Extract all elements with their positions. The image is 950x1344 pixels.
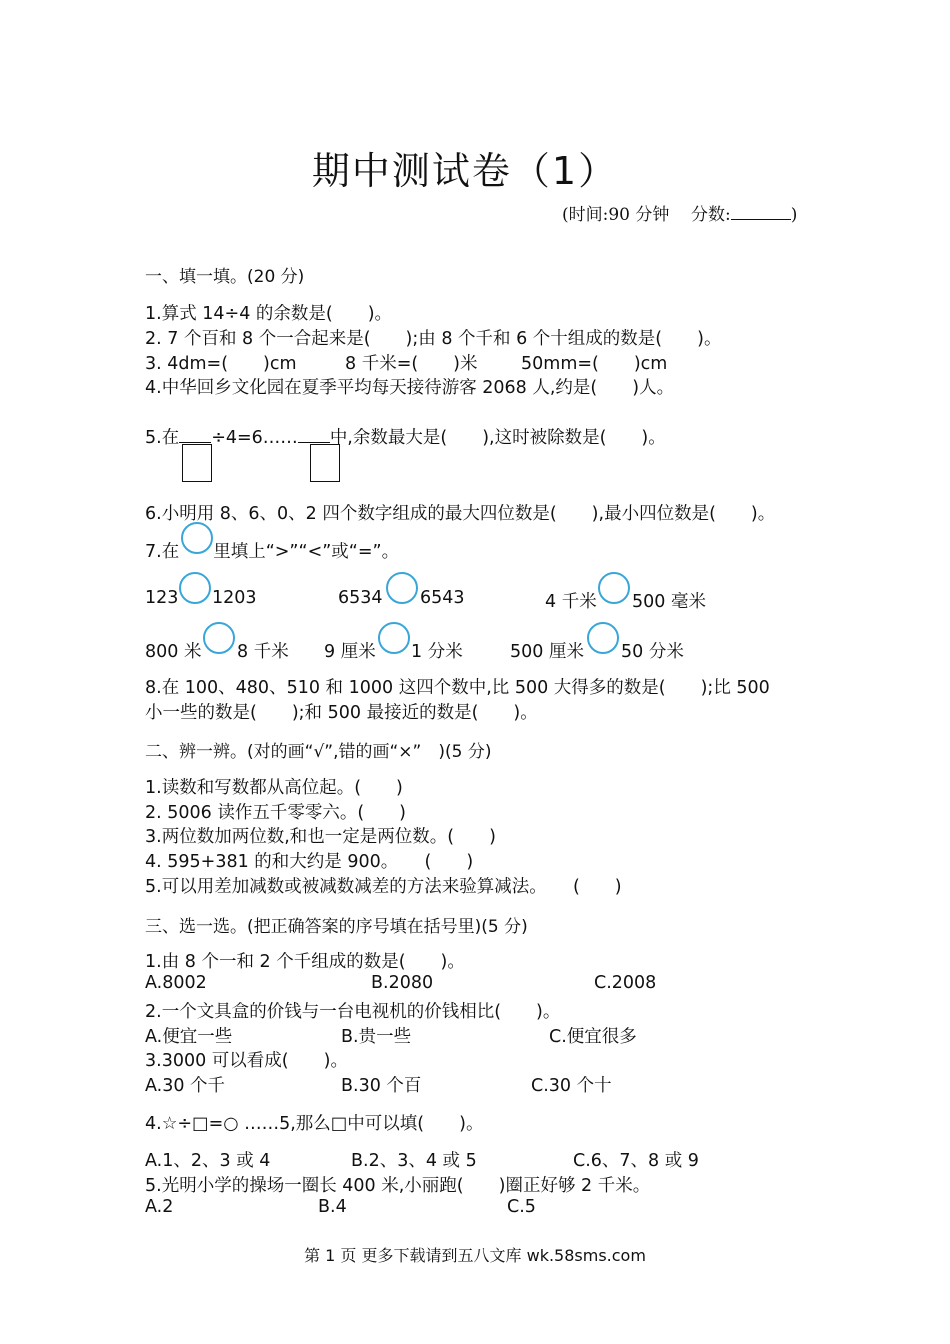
s2-q5: 5.可以用差加减数或被减数减差的方法来验算减法。 ( ) [145,877,622,897]
s1-q3b: 8 千米=( )米 [345,354,478,374]
page-footer: 第 1 页 更多下载请到五八文库 wk.58sms.com [304,1246,646,1265]
s1-q4: 4.中华回乡文化园在夏季平均每天接待游客 2068 人,约是( )人。 [145,378,675,398]
s1-q7-part2: 里填上“>”“<”或“=”。 [213,542,400,562]
s3-q4-option-a: A.1、2、3 或 4 [145,1151,271,1171]
compare-circle-1[interactable] [179,572,211,604]
score-blank[interactable] [731,219,791,220]
s3-q5: 5.光明小学的操场一圈长 400 米,小丽跑( )圈正好够 2 千米。 [145,1176,651,1196]
compare-circle-5[interactable] [378,622,410,654]
cmp-6-right: 50 分米 [621,642,684,662]
s3-q2-option-c: C.便宜很多 [549,1027,637,1047]
s1-q3a: 3. 4dm=( )cm [145,354,297,374]
cmp-1-right: 1203 [212,588,257,608]
s3-q2: 2.一个文具盒的价钱与一台电视机的价钱相比( )。 [145,1002,561,1022]
s2-q3: 3.两位数加两位数,和也一定是两位数。( ) [145,827,496,847]
compare-circle-2[interactable] [386,572,418,604]
cmp-5-left: 9 厘米 [324,642,376,662]
remainder-underline [298,441,330,443]
s3-q4-option-b: B.2、3、4 或 5 [351,1151,477,1171]
compare-circle-3[interactable] [598,572,630,604]
cmp-6-left: 500 厘米 [510,642,584,662]
score-label: 分数: [691,205,731,225]
s3-q1-option-c: C.2008 [594,973,657,993]
cmp-2-right: 6543 [420,588,465,608]
s3-q1-option-a: A.8002 [145,973,207,993]
section-1-heading: 一、填一填。(20 分) [145,267,305,287]
s1-q2: 2. 7 个百和 8 个一合起来是( );由 8 个千和 6 个十组成的数是( )。 [145,329,722,349]
cmp-5-right: 1 分米 [411,642,463,662]
compare-circle-4[interactable] [203,622,235,654]
s3-q2-option-a: A.便宜一些 [145,1027,233,1047]
s1-q1: 1.算式 14÷4 的余数是( )。 [145,304,393,324]
s3-q3-option-a: A.30 个千 [145,1076,226,1096]
s2-q1: 1.读数和写数都从高位起。( ) [145,778,403,798]
example-circle-icon [181,522,213,554]
s2-q4: 4. 595+381 的和大约是 900。 ( ) [145,852,474,872]
s3-q1: 1.由 8 个一和 2 个千组成的数是( )。 [145,952,465,972]
s1-q3c: 50mm=( )cm [521,354,668,374]
meta-close: ) [790,205,798,225]
s3-q3: 3.3000 可以看成( )。 [145,1051,348,1071]
s3-q5-option-b: B.4 [318,1197,347,1217]
cmp-3-right: 500 毫米 [632,592,706,612]
s3-q5-option-a: A.2 [145,1197,174,1217]
cmp-2-left: 6534 [338,588,383,608]
s1-q5-part1: 5.在 [145,428,180,448]
s1-q6: 6.小明用 8、6、0、2 四个数字组成的最大四位数是( ),最小四位数是( )。 [145,504,776,524]
remainder-box[interactable] [310,444,340,482]
s3-q5-option-c: C.5 [507,1197,536,1217]
section-2-heading: 二、辨一辨。(对的画“√”,错的画“×” )(5 分) [145,742,492,762]
s1-q8-line2: 小一些的数是( );和 500 最接近的数是( )。 [145,703,538,723]
s3-q4-option-c: C.6、7、8 或 9 [573,1151,699,1171]
s1-q8-line1: 8.在 100、480、510 和 1000 这四个数中,比 500 大得多的数是( );比 500 [145,678,770,698]
s3-q3-option-c: C.30 个十 [531,1076,612,1096]
cmp-4-left: 800 米 [145,642,202,662]
s2-q2: 2. 5006 读作五千零零六。( ) [145,803,407,823]
time-label: (时间:90 分钟 [562,205,670,225]
s3-q4: 4.☆÷□=○ ……5,那么□中可以填( )。 [145,1114,484,1134]
dividend-underline [179,441,211,443]
dividend-box[interactable] [182,444,212,482]
section-3-heading: 三、选一选。(把正确答案的序号填在括号里)(5 分) [145,917,528,937]
cmp-1-left: 123 [145,588,179,608]
s3-q1-option-b: B.2080 [371,973,434,993]
compare-circle-6[interactable] [587,622,619,654]
page-title: 期中测试卷（1） [311,149,619,193]
s1-q5-part2: ÷4=6…… [211,428,298,448]
s3-q2-option-b: B.贵一些 [341,1027,412,1047]
s3-q3-option-b: B.30 个百 [341,1076,422,1096]
s1-q5 [145,424,666,449]
exam-meta [562,200,797,225]
cmp-3-left: 4 千米 [545,592,597,612]
s1-q5-part3: 中,余数最大是( ),这时被除数是( )。 [329,428,666,448]
cmp-4-right: 8 千米 [237,642,289,662]
s1-q7-part1: 7.在 [145,542,180,562]
